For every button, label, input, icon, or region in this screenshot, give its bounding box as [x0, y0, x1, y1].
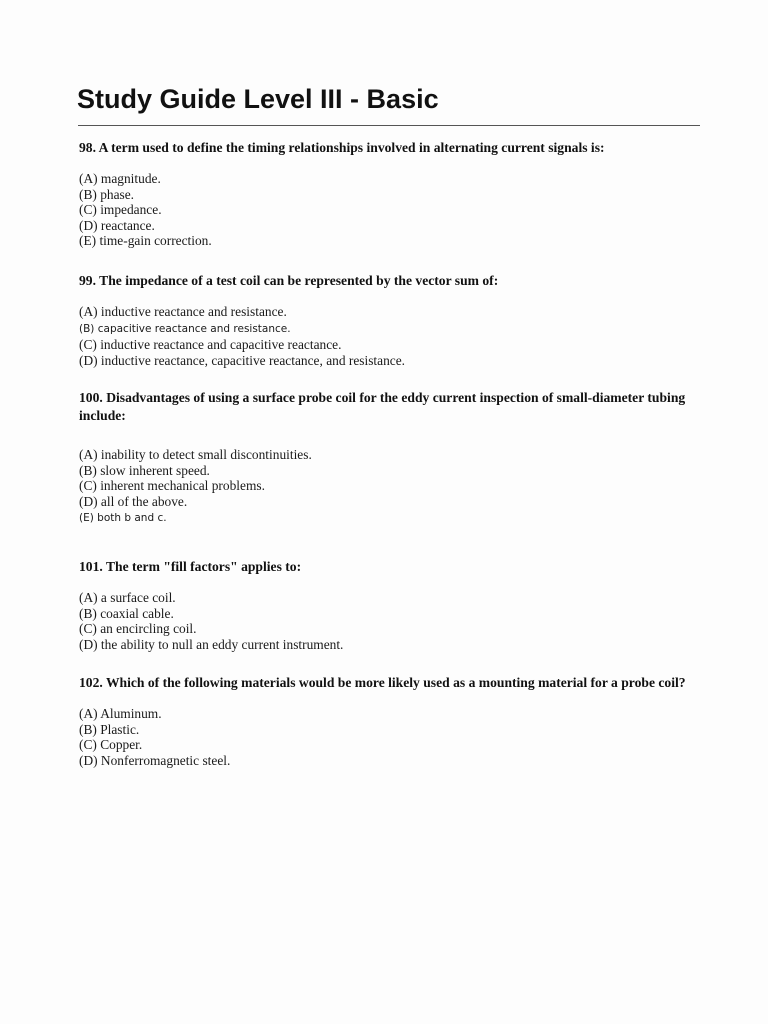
answer-option-c: (C) inherent mechanical problems. [79, 478, 265, 493]
page-title: Study Guide Level III - Basic [77, 84, 439, 114]
answer-option-a: (A) a surface coil. [79, 590, 176, 605]
answer-options [79, 706, 699, 768]
answer-option-b: (B) slow inherent speed. [79, 462, 210, 478]
answer-option-e: (E) time-gain correction. [79, 233, 212, 248]
answer-option-a: (A) inductive reactance and resistance. [79, 304, 287, 319]
answer-options [79, 304, 699, 368]
question-99 [79, 272, 699, 368]
answer-option-a: (A) Aluminum. [79, 706, 162, 721]
title-divider [78, 125, 700, 126]
answer-option-c: (C) an encircling coil. [79, 621, 197, 636]
answer-option-c: (C) Copper. [79, 737, 143, 752]
answer-options [79, 171, 699, 249]
answer-option-a: (A) magnitude. [79, 171, 161, 186]
question-102 [79, 674, 699, 768]
question-text: 101. The term "fill factors" applies to: [79, 559, 302, 574]
answer-option-c: (C) impedance. [79, 202, 162, 217]
answer-option-b-text: (B) capacitive reactance and resistance. [79, 322, 291, 335]
question-text: 98. A term used to define the timing relationships involved in alternating current signals is: [79, 140, 605, 155]
question-98 [79, 139, 699, 249]
answer-option-e [79, 509, 699, 527]
answer-options [79, 590, 699, 652]
answer-option-a: (A) inability to detect small discontinuities. [79, 447, 312, 462]
answer-option-b: (B) phase. [79, 186, 135, 202]
answer-option-d: (D) Nonferromagnetic steel. [79, 752, 231, 768]
answer-option-d: (D) inductive reactance, capacitive reactance, and resistance. [79, 352, 406, 368]
question-text: 99. The impedance of a test coil can be represented by the vector sum of: [79, 273, 499, 288]
answer-option-d: (D) all of the above. [79, 493, 188, 509]
answer-option-d: (D) the ability to null an eddy current instrument. [79, 636, 344, 652]
answer-options [79, 447, 699, 527]
question-text: 100. Disadvantages of using a surface probe coil for the eddy current inspection of small-diameter tubing include: [79, 390, 686, 423]
answer-option-c: (C) inductive reactance and capacitive reactance. [79, 337, 342, 352]
answer-option-b [79, 320, 699, 338]
answer-option-d: (D) reactance. [79, 217, 155, 233]
question-101 [79, 558, 699, 652]
answer-option-b: (B) Plastic. [79, 721, 140, 737]
answer-option-e-text: (E) both b and c. [79, 512, 167, 524]
answer-option-b: (B) coaxial cable. [79, 605, 174, 621]
question-100 [79, 389, 699, 527]
question-text: 102. Which of the following materials would be more likely used as a mounting material for a probe coil? [79, 675, 686, 690]
